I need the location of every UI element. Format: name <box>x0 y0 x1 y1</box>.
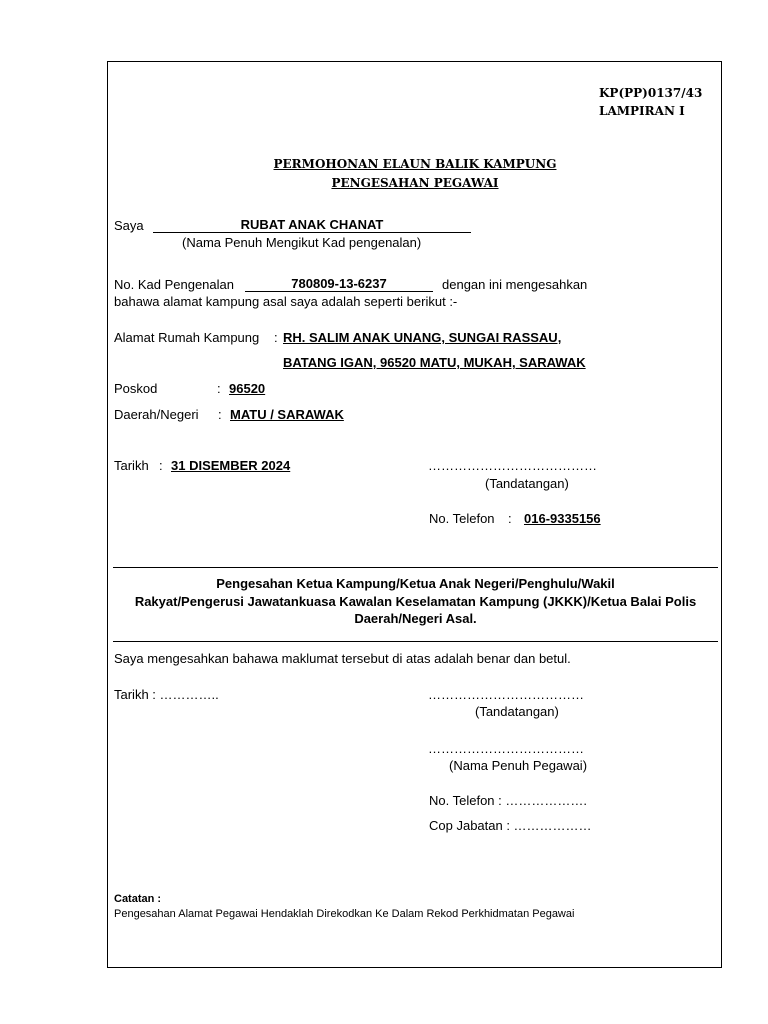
daerah-value: MATU / SARAWAK <box>230 407 344 422</box>
officer-phone: No. Telefon : ………………. <box>429 793 587 808</box>
officer-name-line: ……………………………… <box>428 741 584 756</box>
section-divider-bottom <box>113 641 718 642</box>
daerah-label: Daerah/Negeri <box>114 407 199 422</box>
verification-heading-1: Pengesahan Ketua Kampung/Ketua Anak Negeri/Penghulu/Wakil <box>216 576 615 591</box>
daerah-colon: : <box>218 407 222 422</box>
phone-value: 016-9335156 <box>524 511 601 526</box>
officer-signature-line: ……………………………… <box>428 687 584 702</box>
officer-name-label: (Nama Penuh Pegawai) <box>449 758 588 773</box>
officer-signature-label: (Tandatangan) <box>475 704 559 719</box>
verification-heading-3: Daerah/Negeri Asal. <box>354 611 477 626</box>
ic-number: 780809-13-6237 <box>245 276 433 292</box>
address-colon: : <box>274 330 278 345</box>
reference-code: KP(PP)0137/43 <box>599 86 703 100</box>
phone-label: No. Telefon <box>429 511 495 526</box>
form-border <box>107 61 722 968</box>
applicant-name-field <box>153 217 471 233</box>
applicant-name: RUBAT ANAK CHANAT <box>153 217 471 233</box>
tarikh-colon: : <box>159 458 163 473</box>
section-divider-top <box>113 567 718 568</box>
verification-heading-2: Rakyat/Pengerusi Jawatankuasa Kawalan Keselamatan Kampung (JKKK)/Ketua Balai Polis <box>134 594 697 609</box>
applicant-name-hint: (Nama Penuh Mengikut Kad pengenalan) <box>182 235 422 250</box>
poskod-value: 96520 <box>229 381 266 396</box>
tarikh-value: 31 DISEMBER 2024 <box>171 458 291 473</box>
notes-text: Pengesahan Alamat Pegawai Hendaklah Direkodkan Ke Dalam Rekod Perkhidmatan Pegawai <box>114 908 575 920</box>
poskod-label: Poskod <box>114 381 158 396</box>
ic-suffix: dengan ini mengesahkan <box>442 277 588 292</box>
tarikh-label: Tarikh <box>114 458 149 473</box>
saya-label: Saya <box>114 218 144 233</box>
phone-colon: : <box>508 511 512 526</box>
applicant-signature-label: (Tandatangan) <box>485 476 569 491</box>
form-subtitle: PENGESAHAN PEGAWAI <box>331 176 499 190</box>
applicant-signature-line: ………………………………… <box>428 458 597 473</box>
address-line-2: BATANG IGAN, 96520 MATU, MUKAH, SARAWAK <box>283 355 586 370</box>
ic-number-field <box>245 276 433 292</box>
officer-tarikh: Tarikh : ………….. <box>114 687 219 702</box>
notes-label: Catatan : <box>114 893 162 905</box>
attachment-label: LAMPIRAN I <box>599 104 685 118</box>
address-line-1: RH. SALIM ANAK UNANG, SUNGAI RASSAU, <box>283 330 562 345</box>
department-stamp: Cop Jabatan : ……………… <box>429 818 592 833</box>
form-title: PERMOHONAN ELAUN BALIK KAMPUNG <box>273 157 557 171</box>
address-label: Alamat Rumah Kampung <box>114 330 260 345</box>
ic-label: No. Kad Pengenalan <box>114 277 234 292</box>
poskod-colon: : <box>217 381 221 396</box>
ic-statement: bahawa alamat kampung asal saya adalah seperti berikut :- <box>114 294 458 309</box>
verification-statement: Saya mengesahkan bahawa maklumat tersebut di atas adalah benar dan betul. <box>114 651 571 666</box>
